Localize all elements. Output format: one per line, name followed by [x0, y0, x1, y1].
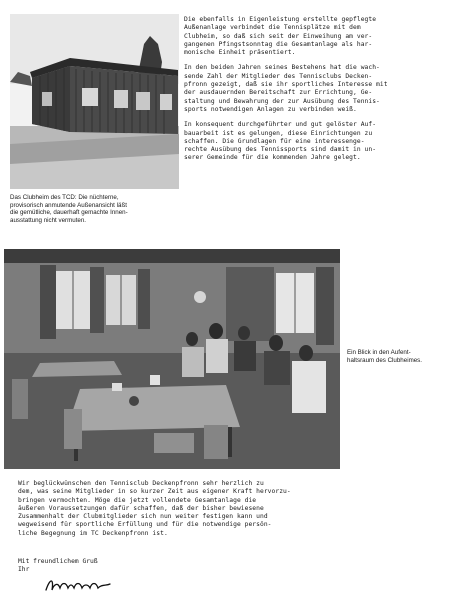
interior-photo-caption: Ein Blick in den Aufent- haltsraum des Clubheimes.	[347, 349, 422, 364]
exterior-photo-caption: Das Clubheim des TCD: Die nüchterne, provisorisch anmutende Außenansicht läßt die gemütliche, dauerhaft gemachte Innen- ausstattung nicht vermuten.	[10, 194, 128, 224]
handwritten-signature	[44, 576, 114, 594]
greeting: Mit freundlichem Gruß Ihr	[18, 558, 98, 573]
clubhouse-interior-photo	[4, 249, 340, 469]
closing-paragraph: Wir beglückwünschen den Tennisclub Deckenpfronn sehr herzlich zu dem, was seine Mitglieder in so kurzer Zeit aus eigener Kraft hervorzu- bringen vermochten. Möge die jetzt vollendete Gesamtanlage die äußeren Voraussetzungen dafür schaffen, daß der bisher bewiesene Zusammenhalt der Clubmitglieder sich nun weiter festigen kann und wegweisend für sportliche Erfüllung und für die notwendige persön- liche Begegnung im TC Deckenpfronn ist.	[18, 480, 291, 537]
intro-paragraph-2: In den beiden Jahren seines Bestehens hat die wach- sende Zahl der Mitglieder des Tennisclubs Decken- pfronn gezeigt, daß sie ihr sportliches Interesse mit der ausdauernden Bereitschaft zur Errichtung, Ge- staltung und Bewahrung der zur Ausübung des Tennis- sports notwendigen Anlagen zu verbinden weiß.	[184, 64, 388, 113]
closing-text	[18, 480, 318, 545]
clubhouse-interior-image	[4, 249, 340, 469]
intro-paragraph-1: Die ebenfalls in Eigenleistung erstellte gepflegte Außenanlage verbindet die Tennisplätze mit dem Clubheim, so daß sich seit der Einweihung am ver- gangenen Pfingstsonntag die Gesamtanlage als har- monische Einheit präsentiert.	[184, 16, 377, 57]
clubhouse-exterior-photo	[10, 14, 179, 189]
clubhouse-exterior-image	[10, 14, 179, 189]
intro-text	[184, 16, 446, 170]
intro-paragraph-3: In konsequent durchgeführter und gut gelöster Auf- bauarbeit ist es gelungen, diese Einrichtungen zu schaffen. Die Grundlagen für eine interessenge- rechte Ausübung des Tennissports sind damit in un- serer Gemeinde für die kommenden Jahre gelegt.	[184, 121, 377, 162]
